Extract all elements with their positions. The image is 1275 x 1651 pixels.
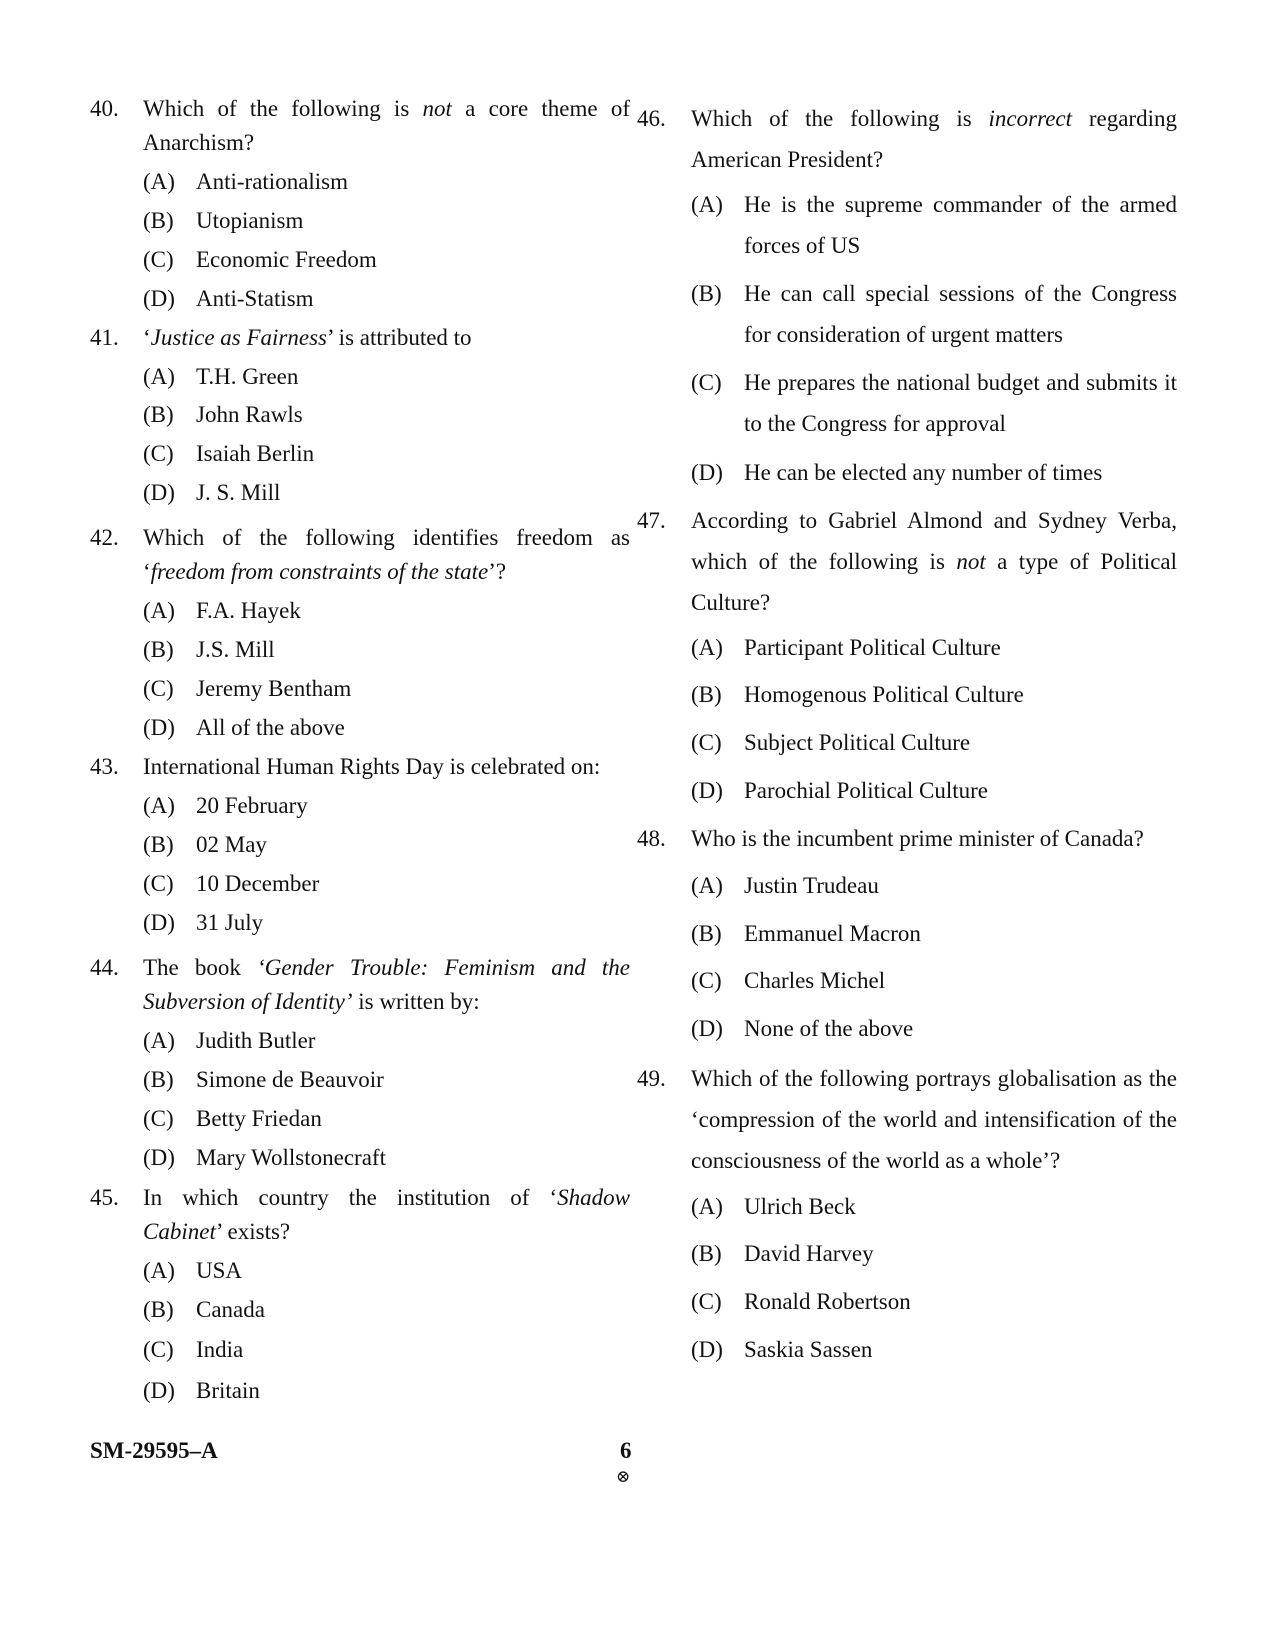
question-stem: International Human Rights Day is celebrated on: [143,754,601,779]
question-stem: Which of the following is not a core theme of Anarchism? [143,96,630,155]
page-number: 6 [620,1438,632,1463]
question-number: 40. [90,96,119,121]
question-number: 41. [90,325,119,350]
question-number: 48. [637,826,666,851]
question-stem: In which country the institution of ‘Shadow Cabinet’ exists? [143,1185,630,1244]
question-stem: According to Gabriel Almond and Sydney Verba, which of the following is not a type of Political Culture? [691,508,1177,615]
paper-code: SM-29595–A [90,1438,218,1463]
question-number: 44. [90,955,119,980]
question-stem: Which of the following portrays globalisation as the ‘compression of the world and intensification of the consciousness of the world as a whole’? [691,1066,1177,1173]
question-number: 43. [90,754,119,779]
question-number: 45. [90,1185,119,1210]
question-stem: Which of the following identifies freedom as ‘freedom from constraints of the state’? [143,525,630,584]
question-number: 49. [637,1066,666,1091]
question-number: 47. [637,508,666,533]
question-number: 46. [637,106,666,131]
question-stem: The book ‘Gender Trouble: Feminism and the Subversion of Identity’ is written by: [143,955,630,1014]
question-stem: ‘Justice as Fairness’ is attributed to [143,325,472,350]
question-stem: Who is the incumbent prime minister of Canada? [691,826,1144,851]
question-stem: Which of the following is incorrect regarding American President? [691,106,1177,172]
circled-x-icon: ⊗ [616,1467,631,1486]
question-number: 42. [90,525,119,550]
